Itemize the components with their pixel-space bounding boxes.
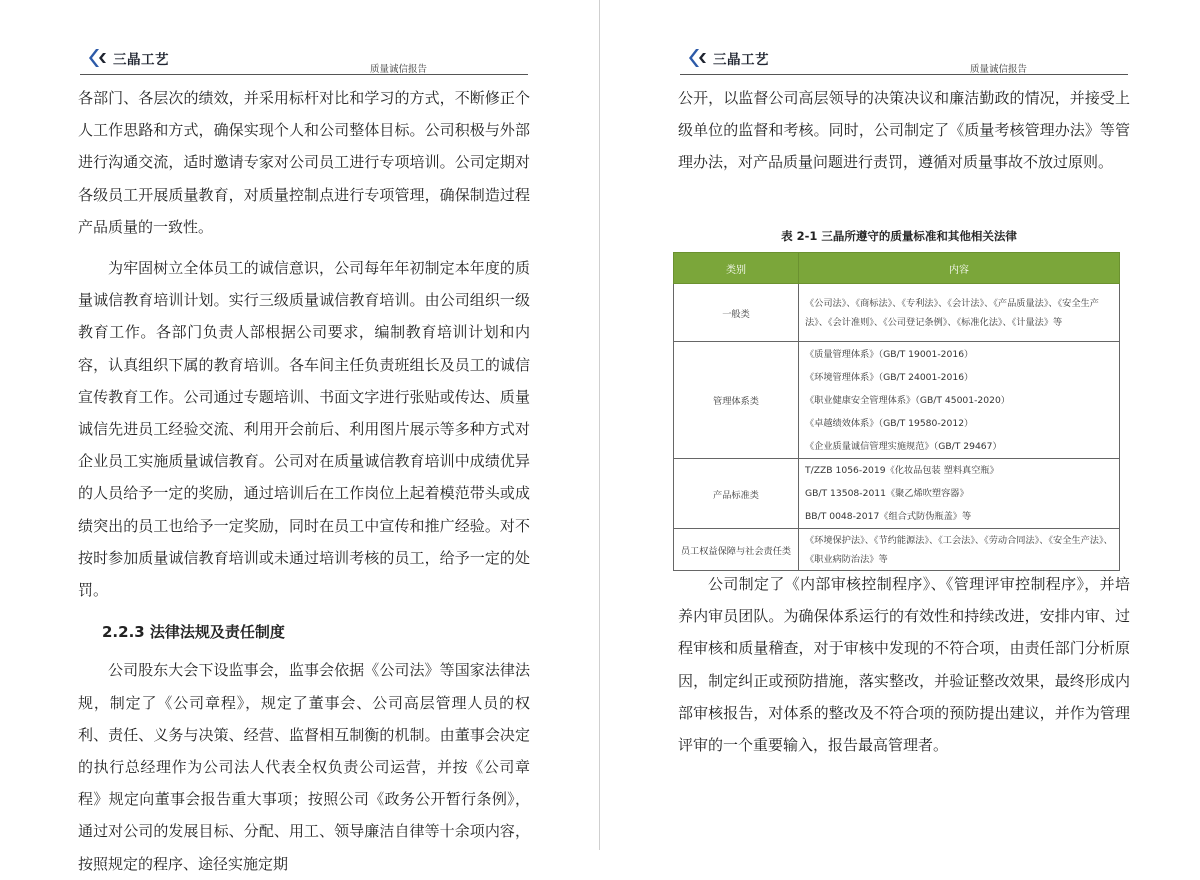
logo-text: 三晶工艺 (113, 52, 169, 68)
table-row (674, 529, 1120, 571)
content-line: T/ZZB 1056-2019《化妆品包装 塑料真空瓶》 (805, 465, 999, 476)
table-row (674, 284, 1120, 342)
header-cell-category: 类别 (674, 253, 799, 284)
content-cell (799, 529, 1120, 571)
table-caption: 表 2-1 三晶所遵守的质量标准和其他相关法律 (781, 229, 1017, 243)
page-header (680, 42, 1128, 75)
section-title: 2.2.3 法律法规及责任制度 (102, 623, 285, 642)
paragraph: 公司股东大会下设监事会，监事会依据《公司法》等国家法律法规，制定了《公司章程》，规定了董事会、公司高层管理人员的权利、责任、义务与决策、经营、监督相互制衡的机制。由董事会决定的执行总经理作为公司法人代表全权负责公司运营，并按《公司章程》规定向董事会报告重大事项；按照公司《政务公开暂行条例》，通过对公司的发展目标、分配、用工、领导廉洁自律等十余项内容，按照规定的程序、途径实施定期 (78, 661, 530, 873)
content-line: BB/T 0048-2017《组合式防伪瓶盖》等 (805, 511, 972, 522)
content-line: 《卓越绩效体系》（GB/T 19580-2012） (805, 417, 974, 429)
category-cell: 管理体系类 (674, 342, 799, 459)
logo-text: 三晶工艺 (713, 52, 769, 68)
category-cell: 产品标准类 (674, 459, 799, 529)
content-line: 《环境保护法》、《节约能源法》、《工会法》、《劳动合同法》、《安全生产法》、《职业病防治法》等 (805, 534, 1113, 565)
table-row (674, 459, 1120, 529)
left-page (0, 0, 600, 873)
paragraph: 各部门、各层次的绩效，并采用标杆对比和学习的方式，不断修正个人工作思路和方式，确保实现个人和公司整体目标。公司积极与外部进行沟通交流，适时邀请专家对公司员工进行专项培训。公司定期对各级员工开展质量教育，对质量控制点进行专项管理，确保制造过程产品质量的一致性。 (78, 89, 530, 236)
company-logo (86, 47, 169, 69)
right-body (678, 82, 1130, 179)
category-cell: 员工权益保障与社会责任类 (674, 529, 799, 571)
content-line: 《公司法》、《商标法》、《专利法》、《会计法》、《产品质量法》、《安全生产法》、《会计准则》、《公司登记条例》、《标准化法》、《计量法》等 (805, 297, 1099, 328)
logo-chevron-icon (686, 48, 710, 68)
table-row (674, 342, 1120, 459)
content-line: 《质量管理体系》（GB/T 19001-2016） (805, 348, 974, 360)
content-line: 《企业质量诚信管理实施规范》（GB/T 29467） (805, 440, 1002, 452)
content-line: GB/T 13508-2011《聚乙烯吹塑容器》 (805, 488, 969, 499)
category-cell: 一般类 (674, 284, 799, 342)
content-cell (799, 459, 1120, 529)
page-header (80, 42, 528, 75)
content-cell (799, 284, 1120, 342)
logo-chevron-icon (86, 48, 110, 68)
table-header-row (674, 253, 1120, 284)
left-body (78, 82, 530, 880)
header-cell-content: 内容 (799, 253, 1120, 284)
content-cell (799, 342, 1120, 459)
company-logo (686, 47, 769, 69)
header-title: 质量诚信报告 (970, 64, 1028, 75)
content-line: 《环境管理体系》（GB/T 24001-2016） (805, 371, 974, 383)
header-title: 质量诚信报告 (370, 64, 428, 75)
paragraph: 公司制定了《内部审核控制程序》、《管理评审控制程序》，并培养内审员团队。为确保体系运行的有效性和持续改进，安排内审、过程审核和质量稽查，对于审核中发现的不符合项，由责任部门分析原因，制定纠正或预防措施，落实整改，并验证整改效果，最终形成内部审核报告，对体系的整改及不符合项的预防提出建议，并作为管理评审的一个重要输入，报告最高管理者。 (678, 575, 1130, 755)
paragraph: 公开，以监督公司高层领导的决策决议和廉洁勤政的情况，并接受上级单位的监督和考核。同时，公司制定了《质量考核管理办法》等管理办法，对产品质量问题进行责罚，遵循对质量事故不放过原则。 (678, 89, 1130, 172)
right-body-after-table (678, 568, 1130, 761)
paragraph: 为牢固树立全体员工的诚信意识，公司每年年初制定本年度的质量诚信教育培训计划。实行三级质量诚信教育培训。由公司组织一级教育工作。各部门负责人部根据公司要求，编制教育培训计划和内容，认真组织下属的教育培训。各车间主任负责班组长及员工的诚信宣传教育工作。公司通过专题培训、书面文字进行张贴或传达、质量诚信先进员工经验交流、利用开会前后、利用图片展示等多种方式对企业员工实施质量诚信教育。公司对在质量诚信教育培训中成绩优异的人员给予一定的奖励，通过培训后在工作岗位上起着模范带头或成绩突出的员工也给予一定奖励，同时在员工中宣传和推广经验。对不按时参加质量诚信教育培训或未通过培训考核的员工，给予一定的处罚。 (78, 259, 530, 600)
standards-table (673, 252, 1120, 571)
content-line: 《职业健康安全管理体系》（GB/T 45001-2020） (805, 394, 1010, 406)
